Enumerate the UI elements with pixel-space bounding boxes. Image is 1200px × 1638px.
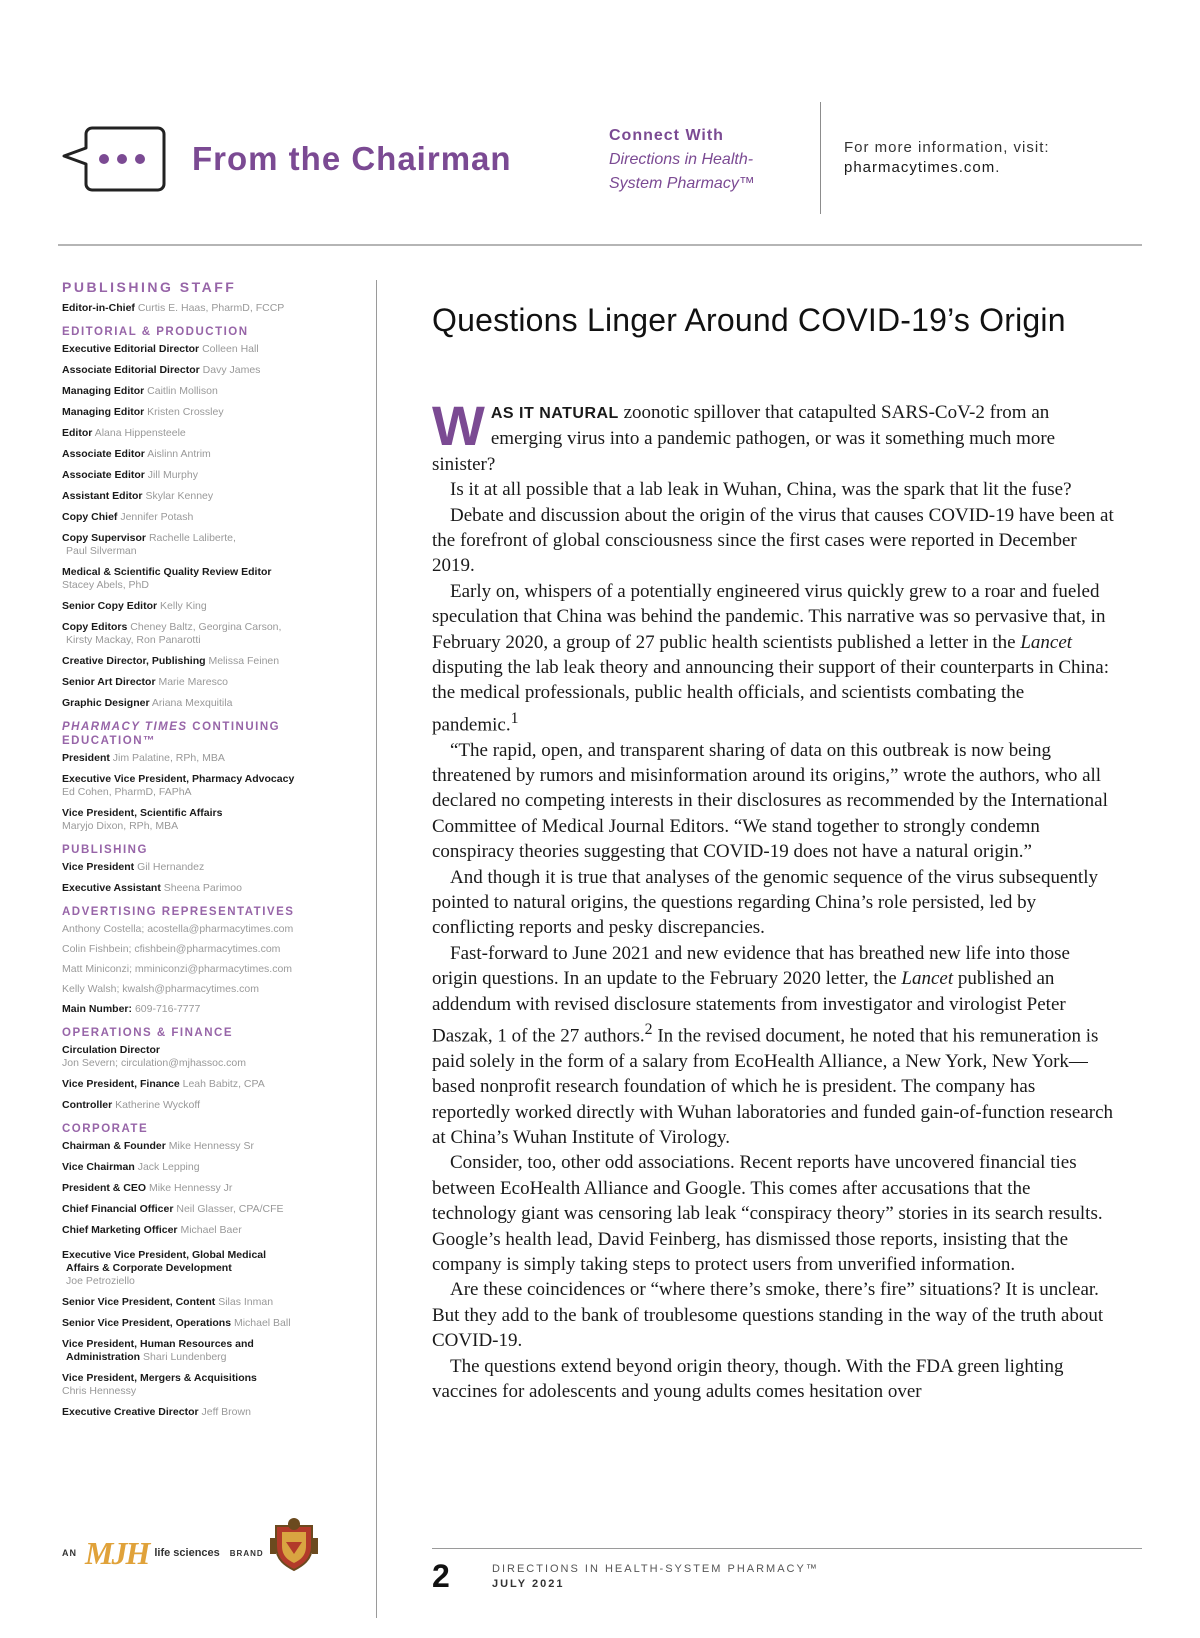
footer-publication-name: DIRECTIONS IN HEALTH-SYSTEM PHARMACY™ (492, 1563, 819, 1575)
staff-entry: Creative Director, Publishing Melissa Feinen (62, 655, 280, 667)
masthead-sidebar (62, 280, 362, 1427)
corporate-staff-list (62, 1140, 362, 1237)
header-rule (58, 244, 1142, 246)
brand-an: AN (62, 1548, 77, 1558)
staff-entry: Vice President Gil Hernandez (62, 861, 205, 873)
staff-entry: Editor Alana Hippensteele (62, 427, 186, 439)
staff-entry: Medical & Scientific Quality Review Editor Stacey Abels, PhD (62, 566, 272, 591)
advertising-contact[interactable]: Anthony Costella; acostella@pharmacytimes.com (62, 923, 294, 935)
staff-entry: Senior Art Director Marie Maresco (62, 676, 228, 688)
footer-rule (432, 1548, 1142, 1549)
connect-publication-line-2: System Pharmacy™ (609, 175, 755, 192)
staff-entry: Chief Marketing Officer Michael Baer (62, 1224, 242, 1236)
staff-entry: President Jim Palatine, RPh, MBA (62, 752, 225, 764)
info-block: For more information, visit: pharmacytimes.com. (844, 139, 1050, 176)
article-paragraph: Is it at all possible that a lab leak in Wuhan, China, was the spark that lit the fuse? (450, 479, 1072, 501)
staff-entry: Associate Editor Aislinn Antrim (62, 448, 211, 460)
connect-heading: Connect With (609, 127, 724, 144)
connect-publication-line-1: Directions in Health- (609, 151, 754, 168)
staff-entry: Chief Financial Officer Neil Glasser, CPA/CFE (62, 1203, 284, 1215)
footer-publication (492, 1562, 819, 1592)
staff-entry: Senior Copy Editor Kelly King (62, 600, 207, 612)
design-staff-list (62, 655, 362, 710)
mjh-brand-logo (62, 1528, 264, 1578)
article-paragraph: The questions extend beyond origin theory, though. With the FDA green lighting vaccines for adolescents and young adults comes hesitation over (432, 1355, 1064, 1403)
staff-entry: Associate Editor Jill Murphy (62, 469, 198, 481)
section-title: From the Chairman (192, 140, 512, 177)
staff-entry: Vice President, Finance Leah Babitz, CPA (62, 1078, 265, 1090)
staff-entry: Copy Editors Cheney Baltz, Georgina Carson, Kirsty Mackay, Ron Panarotti (62, 621, 282, 646)
staff-entry: Assistant Editor Skylar Kenney (62, 490, 214, 502)
staff-entry: Executive Vice President, Global Medical Affairs & Corporate Development Joe Petroziello (62, 1249, 267, 1287)
staff-entry: Managing Editor Kristen Crossley (62, 406, 224, 418)
publishing-staff-list (62, 861, 362, 895)
corporate-staff-list-2 (62, 1296, 362, 1330)
brand-life-sciences: life sciences (154, 1547, 220, 1559)
connect-block (609, 124, 755, 196)
advertising-contact[interactable]: Matt Miniconzi; mminiconzi@pharmacytimes.com (62, 963, 293, 975)
staff-entry: Graphic Designer Ariana Mexquitila (62, 697, 233, 709)
brand-mh: MJH (85, 1534, 149, 1571)
lead-in: AS IT NATURAL (490, 405, 619, 422)
staff-entry: Editor-in-Chief Curtis E. Haas, PharmD, FCCP (62, 302, 285, 314)
page-number: 2 (432, 1558, 450, 1594)
article (432, 300, 1114, 1405)
continuing-education-heading: PHARMACY TIMES CONTINUING EDUCATION™ (62, 721, 281, 747)
publishing-heading: PUBLISHING (62, 844, 148, 856)
article-paragraph: WAS IT NATURAL zoonotic spillover that catapulted SARS-CoV-2 from an emerging virus into a pandemic pathogen, or was it something much more sinister? (432, 394, 1056, 475)
brand-suffix: BRAND (229, 1548, 264, 1558)
operations-staff-list (62, 1078, 362, 1112)
staff-entry: Copy Supervisor Rachelle Laliberte, Paul Silverman (62, 532, 236, 557)
staff-entry: Vice President, Scientific Affairs Maryjo Dixon, RPh, MBA (62, 807, 223, 832)
main-number-entry: Main Number: 609-716-7777 (62, 1003, 201, 1015)
staff-entry: Senior Vice President, Content Silas Inman (62, 1296, 274, 1308)
staff-entry: Executive Assistant Sheena Parimoo (62, 882, 242, 894)
sidebar-divider (376, 280, 377, 1618)
staff-entry: Vice President, Human Resources and Administration Shari Lundenberg (62, 1338, 254, 1363)
staff-entry: Copy Chief Jennifer Potash (62, 511, 194, 523)
article-paragraph: And though it is true that analyses of the genomic sequence of the virus subsequently pointed to natural origins, the questions regarding China’s role persisted, led by conflicting reports and pesky discrepancies. (432, 866, 1098, 939)
operations-finance-heading: OPERATIONS & FINANCE (62, 1027, 233, 1039)
article-paragraph: Debate and discussion about the origin of the virus that causes COVID-19 have been at the forefront of global consciousness since the first cases were reported in December 2019. (432, 504, 1114, 577)
advertising-contact[interactable]: Colin Fishbein; cfishbein@pharmacytimes.com (62, 943, 281, 955)
info-url-link[interactable]: pharmacytimes.com (844, 159, 996, 176)
staff-entry: Controller Katherine Wyckoff (62, 1099, 201, 1111)
staff-entry: Executive Vice President, Pharmacy Advocacy Ed Cohen, PharmD, FAPhA (62, 773, 295, 798)
header-divider (820, 102, 821, 214)
article-paragraph: Early on, whispers of a potentially engineered virus quickly grew to a roar and fueled speculation that China was behind the pandemic. This narrative was so pervasive that, in February 2020, a group of 27 public health scientists published a letter in the Lancet disputing the lab leak theory and announcing their support of their counterparts in China: the medical professionals, public health officials, and scientists combating the pandemic.$^1$ (432, 580, 1109, 736)
article-paragraph: Consider, too, other odd associations. Recent reports have uncovered financial ties between EcoHealth Alliance and Google. This comes after accusations that the technology giant was censoring lab leak “conspiracy theory” stories in its search results. Google’s health lead, David Feinberg, has dismissed those reports, insisting that the company is simply taking steps to protect users from unverified information. (432, 1152, 1103, 1276)
staff-entry: Vice Chairman Jack Lepping (62, 1161, 200, 1173)
staff-entry: Executive Editorial Director Colleen Hall (62, 343, 259, 355)
article-paragraph: Fast-forward to June 2021 and new evidence that has breathed new life into those origin questions. In an update to the February 2020 letter, the Lancet published an addendum with revised disclosure statements from investigator and virologist Peter Daszak, 1 of the 27 authors.$^2$ In the revised document, he noted that his remuneration is paid solely in the form of a salary from EcoHealth Alliance, a New York, New York—based nonprofit research foundation of which he is president. The company has reportedly worked directly with Wuhan laboratories and funded gain-of-function research at China’s Wuhan Institute of Virology. (432, 942, 1114, 1149)
info-label: For more information, visit: (844, 139, 1050, 156)
article-title: Questions Linger Around COVID-19’s Origin (432, 302, 1066, 338)
staff-entry: Senior Vice President, Operations Michael Ball (62, 1317, 291, 1329)
staff-entry: Managing Editor Caitlin Mollison (62, 385, 218, 397)
footer-issue: JULY 2021 (492, 1578, 565, 1590)
advertising-heading: ADVERTISING REPRESENTATIVES (62, 906, 295, 918)
staff-entry: Chairman & Founder Mike Hennessy Sr (62, 1140, 254, 1152)
publishing-staff-heading: PUBLISHING STAFF (62, 279, 237, 295)
editorial-production-heading: EDITORIAL & PRODUCTION (62, 326, 249, 338)
reference-marker: 2 (644, 1021, 653, 1039)
article-paragraph: “The rapid, open, and transparent sharing of data on this outbreak is now being threatened by rumors and misinformation around its origins,” wrote the authors, who all declared no competing interests in their disclosures as recommended by the International Committee of Medical Journal Editors. “We stand together to strongly condemn conspiracy theories suggesting that COVID-19 does not have a natural origin.” (432, 739, 1108, 863)
crest-icon (268, 1516, 320, 1572)
chat-bubble-icon (62, 124, 166, 194)
staff-entry: Associate Editorial Director Davy James (62, 364, 261, 376)
reference-marker: 1 (510, 709, 519, 727)
staff-entry: Circulation Director Jon Severn; circulation@mjhassoc.com (62, 1044, 246, 1069)
article-body (432, 394, 1114, 1405)
staff-entry: Executive Creative Director Jeff Brown (62, 1406, 251, 1418)
drop-cap: W (432, 394, 485, 457)
staff-entry: Vice President, Mergers & Acquisitions Chris Hennessy (62, 1372, 257, 1397)
corporate-heading: CORPORATE (62, 1123, 149, 1135)
article-paragraph: Are these coincidences or “where there’s smoke, there’s fire” situations? It is unclear. But they add to the bank of troublesome questions standing in the way of the truth about COVID-19. (432, 1279, 1104, 1352)
editorial-staff-list (62, 343, 362, 524)
advertising-contact[interactable]: Kelly Walsh; kwalsh@pharmacytimes.com (62, 983, 259, 995)
staff-entry: President & CEO Mike Hennessy Jr (62, 1182, 233, 1194)
advertising-contact-list (62, 923, 362, 996)
